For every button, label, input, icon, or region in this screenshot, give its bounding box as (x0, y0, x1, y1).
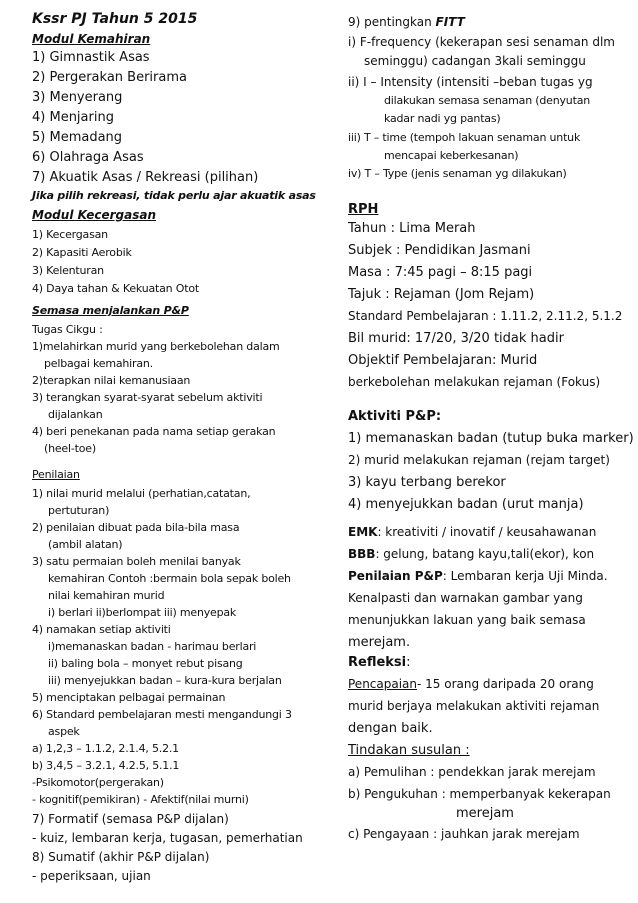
penilaian-line: - kognitif(pemikiran) - Afektif(nilai murni) (32, 793, 249, 806)
bbb-label: BBB (348, 547, 376, 561)
penilaian-line: pertuturan) (48, 504, 110, 517)
semasa-line: Tugas Cikgu : (32, 323, 103, 336)
penilaian-pp-detail: Kenalpasti dan warnakan gambar yang (348, 591, 583, 605)
semasa-line: 4) beri penekanan pada nama setiap gerakan (32, 425, 276, 438)
penilaian-line: iii) menyejukkan badan – kura-kura berjalan (48, 674, 282, 687)
fitt-line: kadar nadi yg pantas) (384, 112, 501, 125)
kecergasan-item: 1) Kecergasan (32, 228, 108, 241)
aktiviti-heading: Aktiviti P&P: (348, 409, 442, 424)
penilaian-pp-line (348, 570, 608, 582)
refleksi-colon: : (406, 655, 411, 670)
kemahiran-item: 4) Menjaring (32, 110, 114, 125)
semasa-line: 2)terapkan nilai kemanusiaan (32, 374, 191, 387)
semasa-heading: Semasa menjalankan P&P (32, 304, 189, 317)
kemahiran-item: 1) Gimnastik Asas (32, 50, 150, 65)
fitt-title (348, 16, 465, 28)
tindakan-line: c) Pengayaan : jauhkan jarak merejam (348, 827, 580, 841)
tindakan-line: merejam (456, 806, 514, 821)
fitt-line: ii) I – Intensity (intensiti –beban tugas yg (348, 75, 593, 89)
semasa-line: 3) terangkan syarat-syarat sebelum aktiviti (32, 391, 263, 404)
emk-line (348, 526, 596, 538)
fitt-line: iv) T – Type (jenis senaman yg dilakukan) (348, 167, 567, 180)
fitt-line: iii) T – time (tempoh lakuan senaman untuk (348, 131, 581, 144)
formatif-line: 7) Formatif (semasa P&P dijalan) (32, 812, 229, 826)
refleksi-label: Refleksi (348, 655, 407, 670)
formatif-line: - kuiz, lembaran kerja, tugasan, pemerhatian (32, 831, 303, 845)
semasa-line: (heel-toe) (44, 442, 96, 455)
fitt-prefix: 9) pentingkan (348, 15, 436, 29)
rph-line: Standard Pembelajaran : 1.11.2, 2.11.2, 5.1.2 (348, 309, 623, 323)
kemahiran-item: 5) Memadang (32, 130, 123, 145)
aktiviti-item: 1) memanaskan badan (tutup buka marker) (348, 431, 634, 446)
emk-label: EMK (348, 525, 378, 539)
penilaian-line: i)memanaskan badan - harimau berlari (48, 640, 257, 653)
pencapaian-detail: dengan baik. (348, 721, 433, 736)
penilaian-pp-detail: merejam. (348, 635, 411, 650)
rph-line: Tahun : Lima Merah (348, 221, 476, 236)
penilaian-line: 4) namakan setiap aktiviti (32, 623, 171, 636)
penilaian-line: aspek (48, 725, 80, 738)
fitt-line: i) F-frequency (kekerapan sesi senaman dlm (348, 35, 615, 49)
tindakan-line: a) Pemulihan : pendekkan jarak merejam (348, 765, 596, 779)
rph-line: Tajuk : Rejaman (Jom Rejam) (348, 287, 535, 302)
penilaian-pp-text: : Lembaran kerja Uji Minda. (442, 569, 608, 583)
fitt-line: mencapai keberkesanan) (384, 149, 519, 162)
rph-line: Bil murid: 17/20, 3/20 tidak hadir (348, 331, 564, 346)
penilaian-line: nilai kemahiran murid (48, 589, 165, 602)
rph-line: Objektif Pembelajaran: Murid (348, 353, 538, 368)
pencapaian-line (348, 678, 594, 690)
pencapaian-text: - 15 orang daripada 20 orang (417, 677, 594, 691)
fitt-line: dilakukan semasa senaman (denyutan (384, 94, 591, 107)
formatif-line: 8) Sumatif (akhir P&P dijalan) (32, 850, 210, 864)
penilaian-line: (ambil alatan) (48, 538, 123, 551)
rph-heading: RPH (348, 202, 379, 217)
modul-kemahiran-heading: Modul Kemahiran (32, 32, 151, 46)
penilaian-line: 5) menciptakan pelbagai permainan (32, 691, 226, 704)
penilaian-pp-label: Penilaian P&P (348, 569, 443, 583)
penilaian-line: b) 3,4,5 – 3.2.1, 4.2.5, 5.1.1 (32, 759, 180, 772)
semasa-line: 1)melahirkan murid yang berkebolehan dalam (32, 340, 280, 353)
bbb-line (348, 548, 594, 560)
kecergasan-item: 4) Daya tahan & Kekuatan Otot (32, 282, 199, 295)
rph-line: Masa : 7:45 pagi – 8:15 pagi (348, 265, 533, 280)
penilaian-line: 2) penilaian dibuat pada bila-bila masa (32, 521, 240, 534)
aktiviti-item: 3) kayu terbang berekor (348, 475, 506, 490)
pencapaian-label: Pencapaian (348, 677, 418, 691)
kemahiran-item: 2) Pergerakan Berirama (32, 70, 187, 85)
modul-kecergasan-heading: Modul Kecergasan (32, 208, 157, 222)
aktiviti-item: 4) menyejukkan badan (urut manja) (348, 497, 584, 512)
penilaian-line: a) 1,2,3 – 1.1.2, 2.1.4, 5.2.1 (32, 742, 179, 755)
penilaian-line: i) berlari ii)berlompat iii) menyepak (48, 606, 237, 619)
fitt-acronym: FITT (435, 15, 465, 29)
semasa-line: pelbagai kemahiran. (44, 357, 153, 370)
rph-line: Subjek : Pendidikan Jasmani (348, 243, 531, 258)
penilaian-line: 3) satu permaian boleh menilai banyak (32, 555, 241, 568)
formatif-line: - peperiksaan, ujian (32, 869, 151, 883)
semasa-line: dijalankan (48, 408, 103, 421)
penilaian-line: -Psikomotor(pergerakan) (32, 776, 164, 789)
fitt-line: seminggu) cadangan 3kali seminggu (364, 54, 586, 68)
penilaian-line: 1) nilai murid melalui (perhatian,catatan, (32, 487, 251, 500)
document-title: Kssr PJ Tahun 5 2015 (32, 11, 198, 27)
penilaian-line: 6) Standard pembelajaran mesti mengandungi 3 (32, 708, 292, 721)
penilaian-line: ii) baling bola – monyet rebut pisang (48, 657, 243, 670)
emk-text: : kreativiti / inovatif / keusahawanan (377, 525, 597, 539)
tindakan-line: b) Pengukuhan : memperbanyak kekerapan (348, 787, 611, 801)
penilaian-heading: Penilaian (32, 468, 80, 481)
pencapaian-detail: murid berjaya melakukan aktiviti rejaman (348, 699, 600, 713)
kemahiran-item: 7) Akuatik Asas / Rekreasi (pilihan) (32, 170, 259, 185)
kemahiran-item: 3) Menyerang (32, 90, 123, 105)
bbb-text: : gelung, batang kayu,tali(ekor), kon (375, 547, 595, 561)
rph-line: berkebolehan melakukan rejaman (Fokus) (348, 375, 601, 389)
refleksi-line (348, 656, 411, 669)
aktiviti-item: 2) murid melakukan rejaman (rejam target) (348, 453, 610, 467)
penilaian-line: kemahiran Contoh :bermain bola sepak boleh (48, 572, 291, 585)
tindakan-heading: Tindakan susulan : (348, 743, 470, 758)
kecergasan-item: 2) Kapasiti Aerobik (32, 246, 132, 259)
penilaian-pp-detail: menunjukkan lakuan yang baik semasa (348, 613, 586, 627)
rekreasi-note: Jika pilih rekreasi, tidak perlu ajar akuatik asas (32, 189, 316, 202)
kemahiran-item: 6) Olahraga Asas (32, 150, 144, 165)
kecergasan-item: 3) Kelenturan (32, 264, 104, 277)
